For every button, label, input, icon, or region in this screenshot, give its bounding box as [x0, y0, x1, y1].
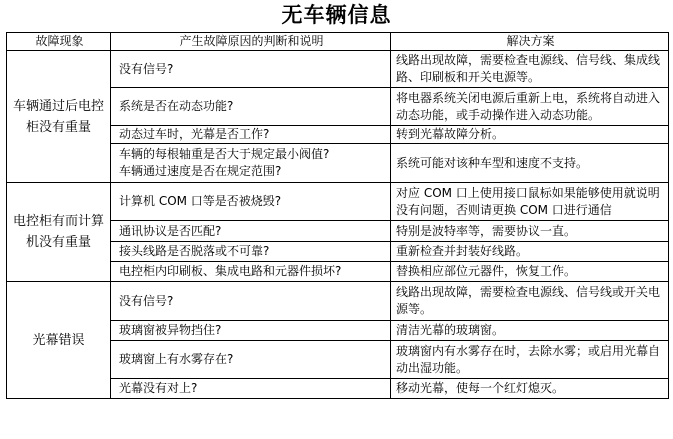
- cause-cell: [111, 144, 391, 183]
- cause-cell: 玻璃窗被异物挡住?: [111, 321, 391, 341]
- symptom-cell: 车辆通过后电控柜没有重量: [7, 51, 111, 183]
- solution-cell: 对应 COM 口上使用接口鼠标如果能够使用就说明没有问题，否则请更换 COM 口进行通信: [391, 183, 669, 221]
- table-row: [7, 282, 669, 321]
- fault-table: [6, 32, 669, 399]
- symptom-cell: 电控柜有而计算机没有重量: [7, 183, 111, 282]
- solution-cell: 线路出现故障，需要检查电源线、信号线、集成线路、印刷板和开关电源等。: [391, 51, 669, 88]
- cause-cell: 系统是否在动态功能?: [111, 88, 391, 126]
- solution-cell: 将电器系统关闭电源后重新上电，系统将自动进入动态功能，或手动操作进入动态功能。: [391, 88, 669, 126]
- cause-cell: 电控柜内印刷板、集成电路和元器件损坏?: [111, 262, 391, 282]
- cause-cell: 玻璃窗上有水雾存在?: [111, 341, 391, 379]
- document-title: 无车辆信息: [281, 2, 392, 27]
- solution-cell: 移动光幕，使每一个红灯熄灭。: [391, 379, 669, 399]
- solution-cell: 清洁光幕的玻璃窗。: [391, 321, 669, 341]
- cause-cell: 没有信号?: [111, 51, 391, 88]
- cause-cell: 动态过车时，光幕是否工作?: [111, 126, 391, 144]
- solution-cell: 系统可能对该种车型和速度不支持。: [391, 144, 669, 183]
- cause-line: 车辆的每根轴重是否大于规定最小阀值?: [119, 147, 330, 161]
- table-row: [7, 51, 669, 88]
- cause-cell: 没有信号?: [111, 282, 391, 321]
- cause-cell: 接头线路是否脱落或不可靠?: [111, 242, 391, 262]
- solution-cell: 转到光幕故障分析。: [391, 126, 669, 144]
- cause-cell: 通讯协议是否匹配?: [111, 221, 391, 242]
- header-cause: 产生故障原因的判断和说明: [111, 33, 391, 51]
- table-header-row: [7, 33, 669, 51]
- symptom-cell: 光幕错误: [7, 282, 111, 399]
- cause-cell: 光幕没有对上?: [111, 379, 391, 399]
- cause-line: 车辆通过速度是否在规定范围?: [119, 164, 282, 178]
- solution-cell: 玻璃窗内有水雾存在时，去除水雾；或启用光幕自动出湿功能。: [391, 341, 669, 379]
- solution-cell: 重新检查并封装好线路。: [391, 242, 669, 262]
- cause-cell: 计算机 COM 口等是否被烧毁?: [111, 183, 391, 221]
- table-row: [7, 183, 669, 221]
- header-solution: 解决方案: [391, 33, 669, 51]
- solution-cell: 替换相应部位元器件，恢复工作。: [391, 262, 669, 282]
- header-symptom: 故障现象: [7, 33, 111, 51]
- solution-cell: 特别是波特率等，需要协议一直。: [391, 221, 669, 242]
- solution-cell: 线路出现故障，需要检查电源线、信号线或开关电源等。: [391, 282, 669, 321]
